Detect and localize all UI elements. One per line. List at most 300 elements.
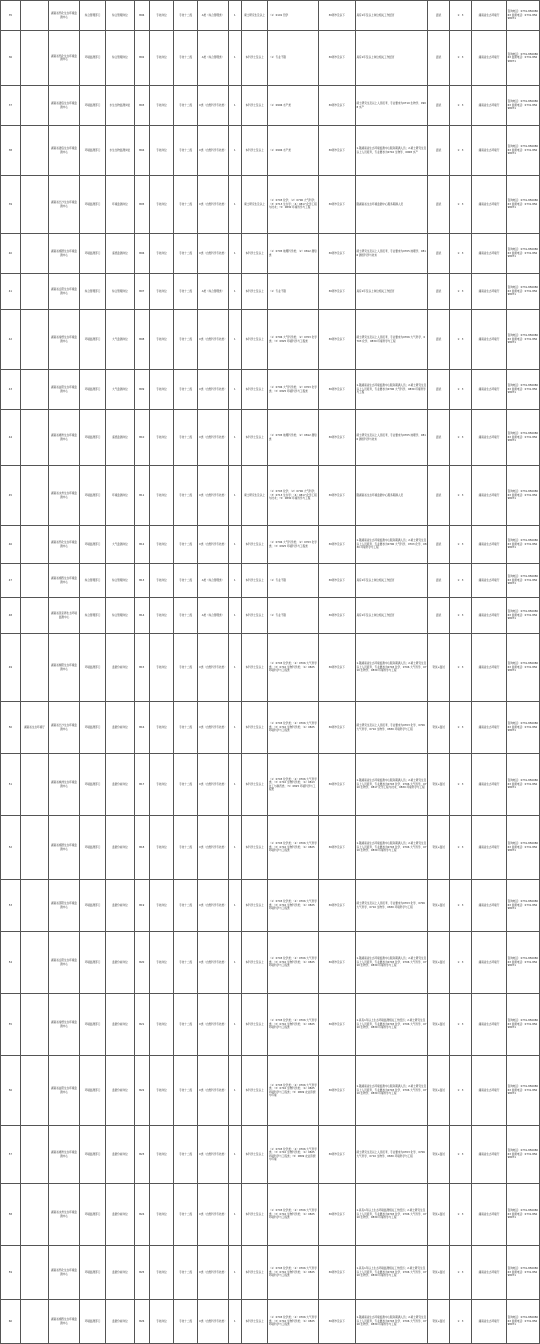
level-cell: 专技十二级: [174, 1246, 198, 1300]
other-cell: 1.限湖南省生态环境监测中心服务期满人员；2.硕士研究生及以上人员报考，专业要求为0706 大气科学、0703 化学、0830 环境科学与工程: [355, 526, 427, 564]
code-cell: B11: [134, 466, 149, 526]
major-cell: （1）0706 大气科学类；（2）0703 化学类；（3）0825 环境科学与工程类: [268, 370, 318, 410]
contact-cell: 咨询电话：0731-85698063 监督电话：0731-85698071: [507, 1246, 540, 1300]
unit-cell: 湖南省郴州生态环境监测中心: [49, 1126, 80, 1184]
age-cell: 30周岁及以下: [318, 702, 355, 754]
ratio-cell: 1：3: [450, 1184, 472, 1246]
table-row: [1, 1246, 540, 1300]
department-cell: [20, 310, 48, 370]
authority-cell: 湖南省生态环境厅: [471, 86, 506, 126]
post-cell: 监测分析岗位: [106, 1056, 134, 1126]
num-cell: 1: [228, 274, 241, 310]
ratio-cell: 1：3: [450, 880, 472, 932]
table-row: [1, 410, 540, 466]
authority-cell: 湖南省生态环境厅: [471, 526, 506, 564]
nature-cell: 专技岗位: [149, 816, 173, 880]
age-cell: 30周岁及以下: [318, 234, 355, 274]
edu-cell: 本科学士及以上: [241, 1126, 267, 1184]
type-cell: C类（自然科学专技类）: [198, 1184, 229, 1246]
contact-cell: 咨询电话：0731-85698063 监督电话：0731-85698071: [507, 994, 540, 1056]
exam-cell: 笔试+面试: [428, 994, 450, 1056]
authority-cell: 湖南省生态环境厅: [471, 31, 506, 86]
authority-cell: 湖南省生态环境厅: [471, 932, 506, 994]
exam-cell: 面试: [428, 1, 450, 31]
num-cell: 1: [228, 234, 241, 274]
code-cell: B04: [134, 126, 149, 176]
ratio-cell: 1：3: [450, 598, 472, 634]
contact-cell: 咨询电话：0731-85698063 监督电话：0731-85698071: [507, 880, 540, 932]
age-cell: 30周岁及以下: [318, 410, 355, 466]
unit-cell: 湖南省湘西生态环境监测中心: [49, 564, 80, 598]
num-cell: 1: [228, 86, 241, 126]
age-cell: 30周岁及以下: [318, 634, 355, 702]
nature-cell: 专技岗位: [149, 126, 173, 176]
age-cell: 30周岁及以下: [318, 1246, 355, 1300]
major-cell: （1）专业不限: [268, 598, 318, 634]
level-cell: 专技十二级: [174, 310, 198, 370]
edu-cell: 本科学士及以上: [241, 1246, 267, 1300]
level-cell: 专技十二级: [174, 176, 198, 234]
level-cell: 专技十二级: [174, 31, 198, 86]
no-cell: 41: [1, 274, 21, 310]
contact-cell: 咨询电话：0731-85698063 监督电话：0731-85698071: [507, 466, 540, 526]
major-cell: （1）0703 化学类；（2）0706 大气科学类；（3）0710 生物科学类；（4）0825 环境科学与工程类: [268, 816, 318, 880]
type-cell: A类（综合管理类）: [198, 1, 229, 31]
table-row: [1, 370, 540, 410]
type-cell: C类（自然科学专技类）: [198, 880, 229, 932]
edu-cell: 硕士研究生及以上: [241, 1, 267, 31]
department-cell: [20, 370, 48, 410]
nature-cell: 专技岗位: [149, 1056, 173, 1126]
age-cell: 30周岁及以下: [318, 310, 355, 370]
department-cell: [20, 86, 48, 126]
table-row: [1, 1300, 540, 1344]
authority-cell: 湖南省生态环境厅: [471, 598, 506, 634]
major-cell: （1）0703 化学；（2）0706 大气科学；（3）0713 生态学；（4）0817 化学工程与技术；（5）0830 环境科学与工程: [268, 466, 318, 526]
age-cell: 30周岁及以下: [318, 466, 355, 526]
num-cell: 1: [228, 880, 241, 932]
contact-cell: 咨询电话：0731-85698063 监督电话：0731-85698071: [507, 370, 540, 410]
level-cell: 专技十二级: [174, 126, 198, 176]
contact-cell: 咨询电话：0731-85698063 监督电话：0731-85698071: [507, 634, 540, 702]
type-cell: C类（自然科学专技类）: [198, 370, 229, 410]
nature-cell: 专技岗位: [149, 526, 173, 564]
major-cell: （1）0703 化学类；（2）0706 大气科学类；（3）0710 生物科学类；（4）0825 环境科学与工程类；（5）0809 农业资源与环境: [268, 1056, 318, 1126]
exam-cell: 笔试+面试: [428, 702, 450, 754]
post-cell: 监测分析岗位: [106, 816, 134, 880]
authority-cell: 湖南省生态环境厅: [471, 1, 506, 31]
authority-cell: 湖南省生态环境厅: [471, 880, 506, 932]
no-cell: 44: [1, 410, 21, 466]
dept-cell: 环境监测部门: [79, 466, 105, 526]
unit-cell: 湖南省张家界生态环境监测中心: [49, 598, 80, 634]
age-cell: 30周岁及以下: [318, 1, 355, 31]
num-cell: 1: [228, 1126, 241, 1184]
unit-cell: 湖南省怀化生态环境监测中心: [49, 1246, 80, 1300]
num-cell: 1: [228, 816, 241, 880]
other-cell: 具有1年及以上岗位相关工作经历: [355, 1, 427, 31]
exam-cell: 面试: [428, 526, 450, 564]
table-row: [1, 1126, 540, 1184]
code-cell: B13: [134, 564, 149, 598]
edu-cell: 本科学士及以上: [241, 370, 267, 410]
no-cell: 46: [1, 526, 21, 564]
code-cell: B06: [134, 1, 149, 31]
edu-cell: 本科学士及以上: [241, 634, 267, 702]
no-cell: 48: [1, 598, 21, 634]
nature-cell: 专技岗位: [149, 754, 173, 816]
nature-cell: 专技岗位: [149, 234, 173, 274]
contact-cell: 咨询电话：0731-85698063 监督电话：0731-85698071: [507, 564, 540, 598]
ratio-cell: 1：3: [450, 564, 472, 598]
edu-cell: 本科学士及以上: [241, 1184, 267, 1246]
table-row: [1, 310, 540, 370]
table-row: [1, 994, 540, 1056]
table-row: [1, 126, 540, 176]
code-cell: B10: [134, 410, 149, 466]
level-cell: 专技十二级: [174, 564, 198, 598]
major-cell: （1）0703 化学类；（2）0706 大气科学类；（3）0710 生物科学类；（4）0825 环境科学与工程类: [268, 1184, 318, 1246]
age-cell: 30周岁及以下: [318, 526, 355, 564]
level-cell: 专技十二级: [174, 466, 198, 526]
contact-cell: 咨询电话：0731-85698063 监督电话：0731-85698071: [507, 754, 540, 816]
num-cell: 1: [228, 932, 241, 994]
no-cell: 37: [1, 86, 21, 126]
dept-cell: 环境监测部门: [79, 310, 105, 370]
major-cell: （1）专业不限: [268, 274, 318, 310]
post-cell: 综合管理岗位: [106, 564, 134, 598]
unit-cell: 湖南省湘西生态环境监测中心: [49, 1300, 80, 1344]
edu-cell: 硕士研究生及以上: [241, 176, 267, 234]
level-cell: 专技十二级: [174, 1300, 198, 1344]
ratio-cell: 1：3: [450, 754, 472, 816]
code-cell: B14: [134, 598, 149, 634]
code-cell: B08: [134, 310, 149, 370]
edu-cell: 本科学士及以上: [241, 31, 267, 86]
age-cell: 30周岁及以下: [318, 754, 355, 816]
code-cell: B02: [134, 31, 149, 86]
num-cell: 1: [228, 31, 241, 86]
age-cell: 30周岁及以下: [318, 598, 355, 634]
other-cell: 1.限湖南省生态环境监测中心服务期满人员；2.硕士研究生及以上人员报考，专业要求为0703 化学、0706 大气科学、0710 生物学、0830 环境科学与工程: [355, 1056, 427, 1126]
other-cell: 硕士研究生及以上人员报考，专业要求为0703 化学、0706 大气科学、0710 生物学、0830 环境科学与工程: [355, 880, 427, 932]
nature-cell: 专技岗位: [149, 1184, 173, 1246]
contact-cell: 咨询电话：0731-85698063 监督电话：0731-85698071: [507, 1, 540, 31]
dept-cell: 环境监测部门: [79, 932, 105, 994]
nature-cell: 专技岗位: [149, 702, 173, 754]
age-cell: 30周岁及以下: [318, 370, 355, 410]
type-cell: C类（自然科学专技类）: [198, 1246, 229, 1300]
contact-cell: 咨询电话：0731-85698063 监督电话：0731-85698071: [507, 932, 540, 994]
authority-cell: 湖南省生态环境厅: [471, 274, 506, 310]
dept-cell: 环境监测部门: [79, 994, 105, 1056]
post-cell: 监测分析岗位: [106, 1300, 134, 1344]
dept-cell: 综合管理部门: [79, 564, 105, 598]
post-cell: 综合管理岗位: [106, 31, 134, 86]
type-cell: C类（自然科学专技类）: [198, 526, 229, 564]
ratio-cell: 1：3: [450, 274, 472, 310]
post-cell: 监测分析岗位: [106, 1126, 134, 1184]
contact-cell: 咨询电话：0731-85698063 监督电话：0731-85698071: [507, 310, 540, 370]
contact-cell: 咨询电话：0731-85698063 监督电话：0731-85698071: [507, 176, 540, 234]
post-cell: 监测分析岗位: [106, 932, 134, 994]
type-cell: C类（自然科学专技类）: [198, 176, 229, 234]
contact-cell: 咨询电话：0731-85698063 监督电话：0731-85698071: [507, 1126, 540, 1184]
other-cell: 硕士研究生及以上人员报考，专业要求为0705 地理学、0816 测绘科学与技术: [355, 234, 427, 274]
other-cell: 1.具有1年以上生态环境监测相关工作经历；2.硕士研究生及以上人员报考，专业要求为0703 化学、0706 大气科学、0710 生物学、0830 环境科学与工程: [355, 1246, 427, 1300]
nature-cell: 专技岗位: [149, 176, 173, 234]
num-cell: 1: [228, 994, 241, 1056]
nature-cell: 专技岗位: [149, 1126, 173, 1184]
exam-cell: 面试: [428, 176, 450, 234]
type-cell: C类（自然科学专技类）: [198, 702, 229, 754]
type-cell: A类（综合管理类）: [198, 31, 229, 86]
dept-cell: 环境监测部门: [79, 1126, 105, 1184]
contact-cell: 咨询电话：0731-85698063 监督电话：0731-85698071: [507, 598, 540, 634]
authority-cell: 湖南省生态环境厅: [471, 564, 506, 598]
type-cell: C类（自然科学专技类）: [198, 1056, 229, 1126]
no-cell: 55: [1, 994, 21, 1056]
exam-cell: 笔试+面试: [428, 880, 450, 932]
code-cell: B17: [134, 754, 149, 816]
unit-cell: 湖南省郴州生态环境监测中心: [49, 410, 80, 466]
contact-cell: 咨询电话：0731-85698063 监督电话：0731-85698071: [507, 1184, 540, 1246]
num-cell: 1: [228, 176, 241, 234]
department-cell: [20, 526, 48, 564]
num-cell: 1: [228, 564, 241, 598]
nature-cell: 专技岗位: [149, 1, 173, 31]
level-cell: 专技十二级: [174, 994, 198, 1056]
type-cell: C类（自然科学专技类）: [198, 754, 229, 816]
nature-cell: 专技岗位: [149, 370, 173, 410]
dept-cell: 环境监测部门: [79, 126, 105, 176]
code-cell: B03: [134, 86, 149, 126]
other-cell: 具有1年及以上岗位相关工作经历: [355, 598, 427, 634]
edu-cell: 本科学士及以上: [241, 86, 267, 126]
level-cell: 专技十二级: [174, 754, 198, 816]
table-row: [1, 526, 540, 564]
nature-cell: 专技岗位: [149, 932, 173, 994]
edu-cell: 本科学士及以上: [241, 274, 267, 310]
table-row: [1, 466, 540, 526]
table-row: [1, 754, 540, 816]
age-cell: 30周岁及以下: [318, 994, 355, 1056]
no-cell: 47: [1, 564, 21, 598]
authority-cell: 湖南省生态环境厅: [471, 1300, 506, 1344]
exam-cell: 面试: [428, 86, 450, 126]
authority-cell: 湖南省生态环境厅: [471, 1184, 506, 1246]
level-cell: 专技十二级: [174, 1, 198, 31]
num-cell: 1: [228, 702, 241, 754]
exam-cell: 面试: [428, 598, 450, 634]
no-cell: 60: [1, 1300, 21, 1344]
nature-cell: 专技岗位: [149, 994, 173, 1056]
num-cell: 1: [228, 526, 241, 564]
contact-cell: 咨询电话：0731-85698063 监督电话：0731-85698071: [507, 1056, 540, 1126]
age-cell: 30周岁及以下: [318, 816, 355, 880]
other-cell: 1.限湖南省生态环境监测中心服务期满人员；2.硕士研究生及以上人员报考，专业要求为0703 化学、0706 大气科学、0710 生物学、0830 环境科学与工程: [355, 816, 427, 880]
level-cell: 专技十二级: [174, 816, 198, 880]
authority-cell: 湖南省生态环境厅: [471, 994, 506, 1056]
ratio-cell: 1：3: [450, 1056, 472, 1126]
other-cell: 1.限湖南省生态环境监测中心服务期满人员；2.硕士研究生及以上人员报考，专业要求为0703 化学、0706 大气科学、0710 生物学、0830 环境科学与工程: [355, 1300, 427, 1344]
exam-cell: 面试: [428, 126, 450, 176]
contact-cell: 咨询电话：0731-85698063 监督电话：0731-85698071: [507, 234, 540, 274]
table-row: [1, 816, 540, 880]
exam-cell: 笔试+面试: [428, 816, 450, 880]
post-cell: 遥感监测岗位: [106, 234, 134, 274]
table-row: [1, 31, 540, 86]
code-cell: B20: [134, 932, 149, 994]
ratio-cell: 1：3: [450, 702, 472, 754]
edu-cell: 本科学士及以上: [241, 598, 267, 634]
exam-cell: 面试: [428, 466, 450, 526]
edu-cell: 本科学士及以上: [241, 564, 267, 598]
edu-cell: 本科学士及以上: [241, 410, 267, 466]
other-cell: 具有1年及以上岗位相关工作经历: [355, 31, 427, 86]
dept-cell: 环境监测部门: [79, 634, 105, 702]
department-cell: [20, 754, 48, 816]
type-cell: C类（自然科学专技类）: [198, 86, 229, 126]
type-cell: C类（自然科学专技类）: [198, 816, 229, 880]
contact-cell: 咨询电话：0731-85698063 监督电话：0731-85698071: [507, 31, 540, 86]
no-cell: 39: [1, 176, 21, 234]
department-cell: [20, 1, 48, 31]
type-cell: C类（自然科学专技类）: [198, 634, 229, 702]
edu-cell: 本科学士及以上: [241, 126, 267, 176]
exam-cell: 笔试+面试: [428, 754, 450, 816]
num-cell: 1: [228, 754, 241, 816]
dept-cell: 环境监测部门: [79, 880, 105, 932]
ratio-cell: 1：3: [450, 126, 472, 176]
major-cell: （1）0706 大气科学类；（2）0703 化学类；（3）0825 环境科学与工程类: [268, 310, 318, 370]
department-cell: [20, 1126, 48, 1184]
dept-cell: 环境监测部门: [79, 754, 105, 816]
major-cell: （1）0705 地理科学类；（2）0812 测绘类: [268, 410, 318, 466]
post-cell: 遥感监测岗位: [106, 410, 134, 466]
no-cell: 36: [1, 31, 21, 86]
contact-cell: 咨询电话：0731-85698063 监督电话：0731-85698071: [507, 126, 540, 176]
no-cell: 59: [1, 1246, 21, 1300]
table-row: [1, 234, 540, 274]
authority-cell: 湖南省生态环境厅: [471, 176, 506, 234]
exam-cell: 笔试+面试: [428, 1184, 450, 1246]
department-cell: [20, 126, 48, 176]
dept-cell: 综合管理部门: [79, 274, 105, 310]
authority-cell: 湖南省生态环境厅: [471, 370, 506, 410]
contact-cell: 咨询电话：0731-85698063 监督电话：0731-85698071: [507, 526, 540, 564]
nature-cell: 专技岗位: [149, 310, 173, 370]
post-cell: 综合管理岗位: [106, 1, 134, 31]
post-cell: 监测分析岗位: [106, 754, 134, 816]
level-cell: 专技十二级: [174, 932, 198, 994]
type-cell: C类（自然科学专技类）: [198, 994, 229, 1056]
other-cell: 1.限湖南省生态环境监测中心服务期满人员；2.硕士研究生及以上人员报考，专业要求为0706 大气科学、0830 环境科学与工程: [355, 370, 427, 410]
level-cell: 专技十二级: [174, 1184, 198, 1246]
num-cell: 1: [228, 1056, 241, 1126]
ratio-cell: 1：3: [450, 1246, 472, 1300]
table-row: [1, 1184, 540, 1246]
num-cell: 1: [228, 1, 241, 31]
edu-cell: 硕士研究生及以上: [241, 466, 267, 526]
table-row: [1, 1, 540, 31]
dept-cell: 综合管理部门: [79, 598, 105, 634]
edu-cell: 本科学士及以上: [241, 754, 267, 816]
post-cell: 监测分析岗位: [106, 634, 134, 702]
no-cell: 38: [1, 126, 21, 176]
code-cell: B25: [134, 1246, 149, 1300]
exam-cell: 面试: [428, 410, 450, 466]
department-cell: [20, 634, 48, 702]
no-cell: 40: [1, 234, 21, 274]
table-row: [1, 932, 540, 994]
unit-cell: 湖南省怀化生态环境监测中心: [49, 31, 80, 86]
major-cell: （1）0703 化学类；（2）0706 大气科学类；（3）0710 生物科学类；（4）0825 环境科学与工程类: [268, 932, 318, 994]
major-cell: （1）0703 化学类；（2）0706 大气科学类；（3）0710 生物科学类；（4）0825 环境科学与工程类: [268, 994, 318, 1056]
unit-cell: 湖南省湘潭生态环境监测中心: [49, 234, 80, 274]
unit-cell: 湖南省娄底生态环境监测中心: [49, 126, 80, 176]
nature-cell: 专技岗位: [149, 880, 173, 932]
age-cell: 30周岁及以下: [318, 176, 355, 234]
edu-cell: 本科学士及以上: [241, 1300, 267, 1344]
post-cell: 环境监测岗位: [106, 176, 134, 234]
code-cell: B16: [134, 702, 149, 754]
nature-cell: 专技岗位: [149, 86, 173, 126]
major-cell: （1）0706 大气科学类；（2）0703 化学类；（3）0825 环境科学与工程类: [268, 526, 318, 564]
unit-cell: 湖南省永州生态环境监测中心: [49, 1184, 80, 1246]
ratio-cell: 1：3: [450, 1126, 472, 1184]
department-cell: [20, 234, 48, 274]
num-cell: 1: [228, 634, 241, 702]
code-cell: B15: [134, 634, 149, 702]
department-cell: [20, 274, 48, 310]
table-row: [1, 598, 540, 634]
age-cell: 30周岁及以下: [318, 880, 355, 932]
level-cell: 专技十二级: [174, 526, 198, 564]
department-cell: [20, 410, 48, 466]
level-cell: 专技十二级: [174, 86, 198, 126]
major-cell: （1）0703 化学类；（2）0706 大气科学类；（3）0710 生物科学类；（4）0825 环境科学与工程类: [268, 1246, 318, 1300]
type-cell: A类（综合管理类）: [198, 598, 229, 634]
post-cell: 水生生物监测岗位: [106, 126, 134, 176]
exam-cell: 面试: [428, 234, 450, 274]
unit-cell: 湖南省怀化生态环境监测中心: [49, 1, 80, 31]
code-cell: B22: [134, 1056, 149, 1126]
table-row: [1, 274, 540, 310]
major-cell: （1）0703 化学类；（2）0706 大气科学类；（3）0710 生物科学类；（4）0825 环境科学与工程类: [268, 634, 318, 702]
no-cell: 56: [1, 1056, 21, 1126]
post-cell: 监测分析岗位: [106, 702, 134, 754]
no-cell: 54: [1, 932, 21, 994]
level-cell: 专技十二级: [174, 274, 198, 310]
major-cell: （1）0703 化学类；（2）0706 大气科学类；（3）0710 生物科学类；（4）0825 环境科学与工程类: [268, 880, 318, 932]
major-cell: （1）0703 化学类；（2）0706 大气科学类；（3）0710 生物科学类；（4）0825 环境科学与工程类: [268, 702, 318, 754]
edu-cell: 本科学士及以上: [241, 310, 267, 370]
major-cell: （1）0906 水产类: [268, 86, 318, 126]
edu-cell: 本科学士及以上: [241, 1056, 267, 1126]
department-cell: [20, 598, 48, 634]
num-cell: 1: [228, 370, 241, 410]
other-cell: 硕士研究生及以上人员报考，专业要求为0703 化学、0706 大气科学、0710 生物学、0830 环境科学与工程: [355, 702, 427, 754]
code-cell: B09: [134, 370, 149, 410]
exam-cell: 笔试+面试: [428, 932, 450, 994]
unit-cell: 湖南省衡阳生态环境监测中心: [49, 634, 80, 702]
no-cell: 35: [1, 1, 21, 31]
age-cell: 30周岁及以下: [318, 1126, 355, 1184]
authority-cell: 湖南省生态环境厅: [471, 1126, 506, 1184]
unit-cell: 湖南省永州生态环境监测中心: [49, 466, 80, 526]
post-cell: 综合管理岗位: [106, 598, 134, 634]
